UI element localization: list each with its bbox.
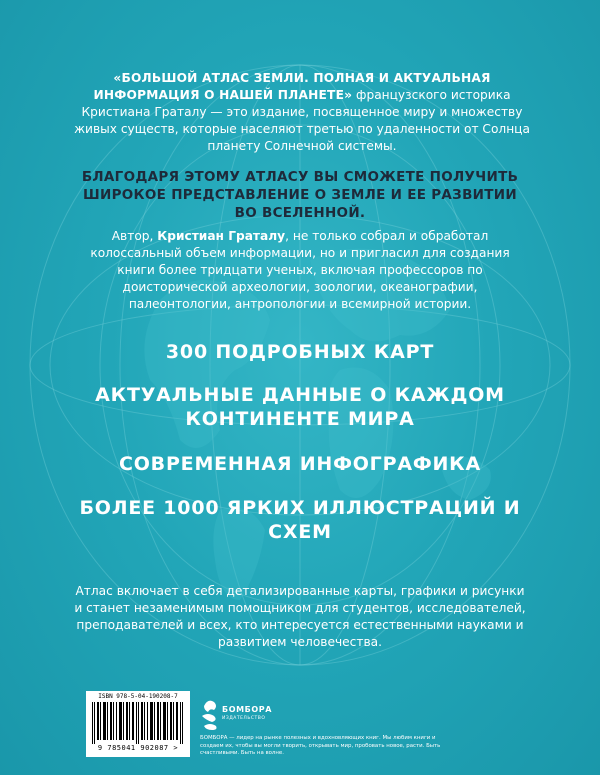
outro-paragraph: Атлас включает в себя детализированные карты, графики и рисунки и станет незаменимым помощником для студентов, исследователей, преподавателей и всех, кто интересуется естественными науками и развитием человечества. xyxy=(74,584,526,649)
author-name: Кристиан Граталу xyxy=(157,229,286,243)
highlight-text: БЛАГОДАРЯ ЭТОМУ АТЛАСУ ВЫ СМОЖЕТЕ ПОЛУЧИТЬ ШИРОКОЕ ПРЕДСТАВЛЕНИЕ О ЗЕМЛЕ И ЕЕ РАЗВИТИИ ВО ВСЕЛЕННОЙ. xyxy=(81,169,519,221)
barcode-bars xyxy=(92,702,184,744)
ean-number: 9 785041 902087 > xyxy=(97,744,179,752)
barcode xyxy=(86,691,190,757)
feature-maps: 300 ПОДРОБНЫХ КАРТ xyxy=(165,341,435,363)
intro-text: французского историка Кристиана Граталу — это издание, посвященное миру и множеству живых существ, которые населяют третью по удаленности от Солнца планету Солнечной системы. xyxy=(74,88,530,153)
author-paragraph xyxy=(70,228,530,313)
publisher-slogan: БОМБОРА — лидер на рынке полезных и вдохновляющих книг. Мы любим книги и создаем их, чтобы вы могли творить, открывать мир, пробовать новое, расти. Быть счастливыми. Быть на волне. xyxy=(200,735,441,756)
book-title: «БОЛЬШОЙ АТЛАС ЗЕМЛИ. ПОЛНАЯ И АКТУАЛЬНАЯ ИНФОРМАЦИЯ О НАШЕЙ ПЛАНЕТЕ» xyxy=(93,71,491,102)
feature-data: АКТУАЛЬНЫЕ ДАННЫЕ О КАЖДОМ КОНТИНЕНТЕ МИРА xyxy=(95,384,505,430)
intro-paragraph xyxy=(72,70,532,155)
author-text: , не только собрал и обработал колоссальный объем информации, но и пригласил для создания книги более тридцати ученых, включая профессоров по доисторической археологии, зоологии, океанографии, палеонтологии, антропологии и всемирной истории. xyxy=(90,229,510,311)
isbn-number: ISBN 978-5-04-190208-7 xyxy=(98,693,178,700)
feature-illustrations: БОЛЕЕ 1000 ЯРКИХ ИЛЛЮСТРАЦИЙ И СХЕМ xyxy=(79,497,521,543)
author-prefix: Автор, xyxy=(111,229,158,243)
feature-infographics: СОВРЕМЕННАЯ ИНФОГРАФИКА xyxy=(118,453,482,475)
publisher-name: БОМБОРА xyxy=(222,705,273,714)
publisher-subtitle: ИЗДАТЕЛЬСТВО xyxy=(222,716,266,721)
